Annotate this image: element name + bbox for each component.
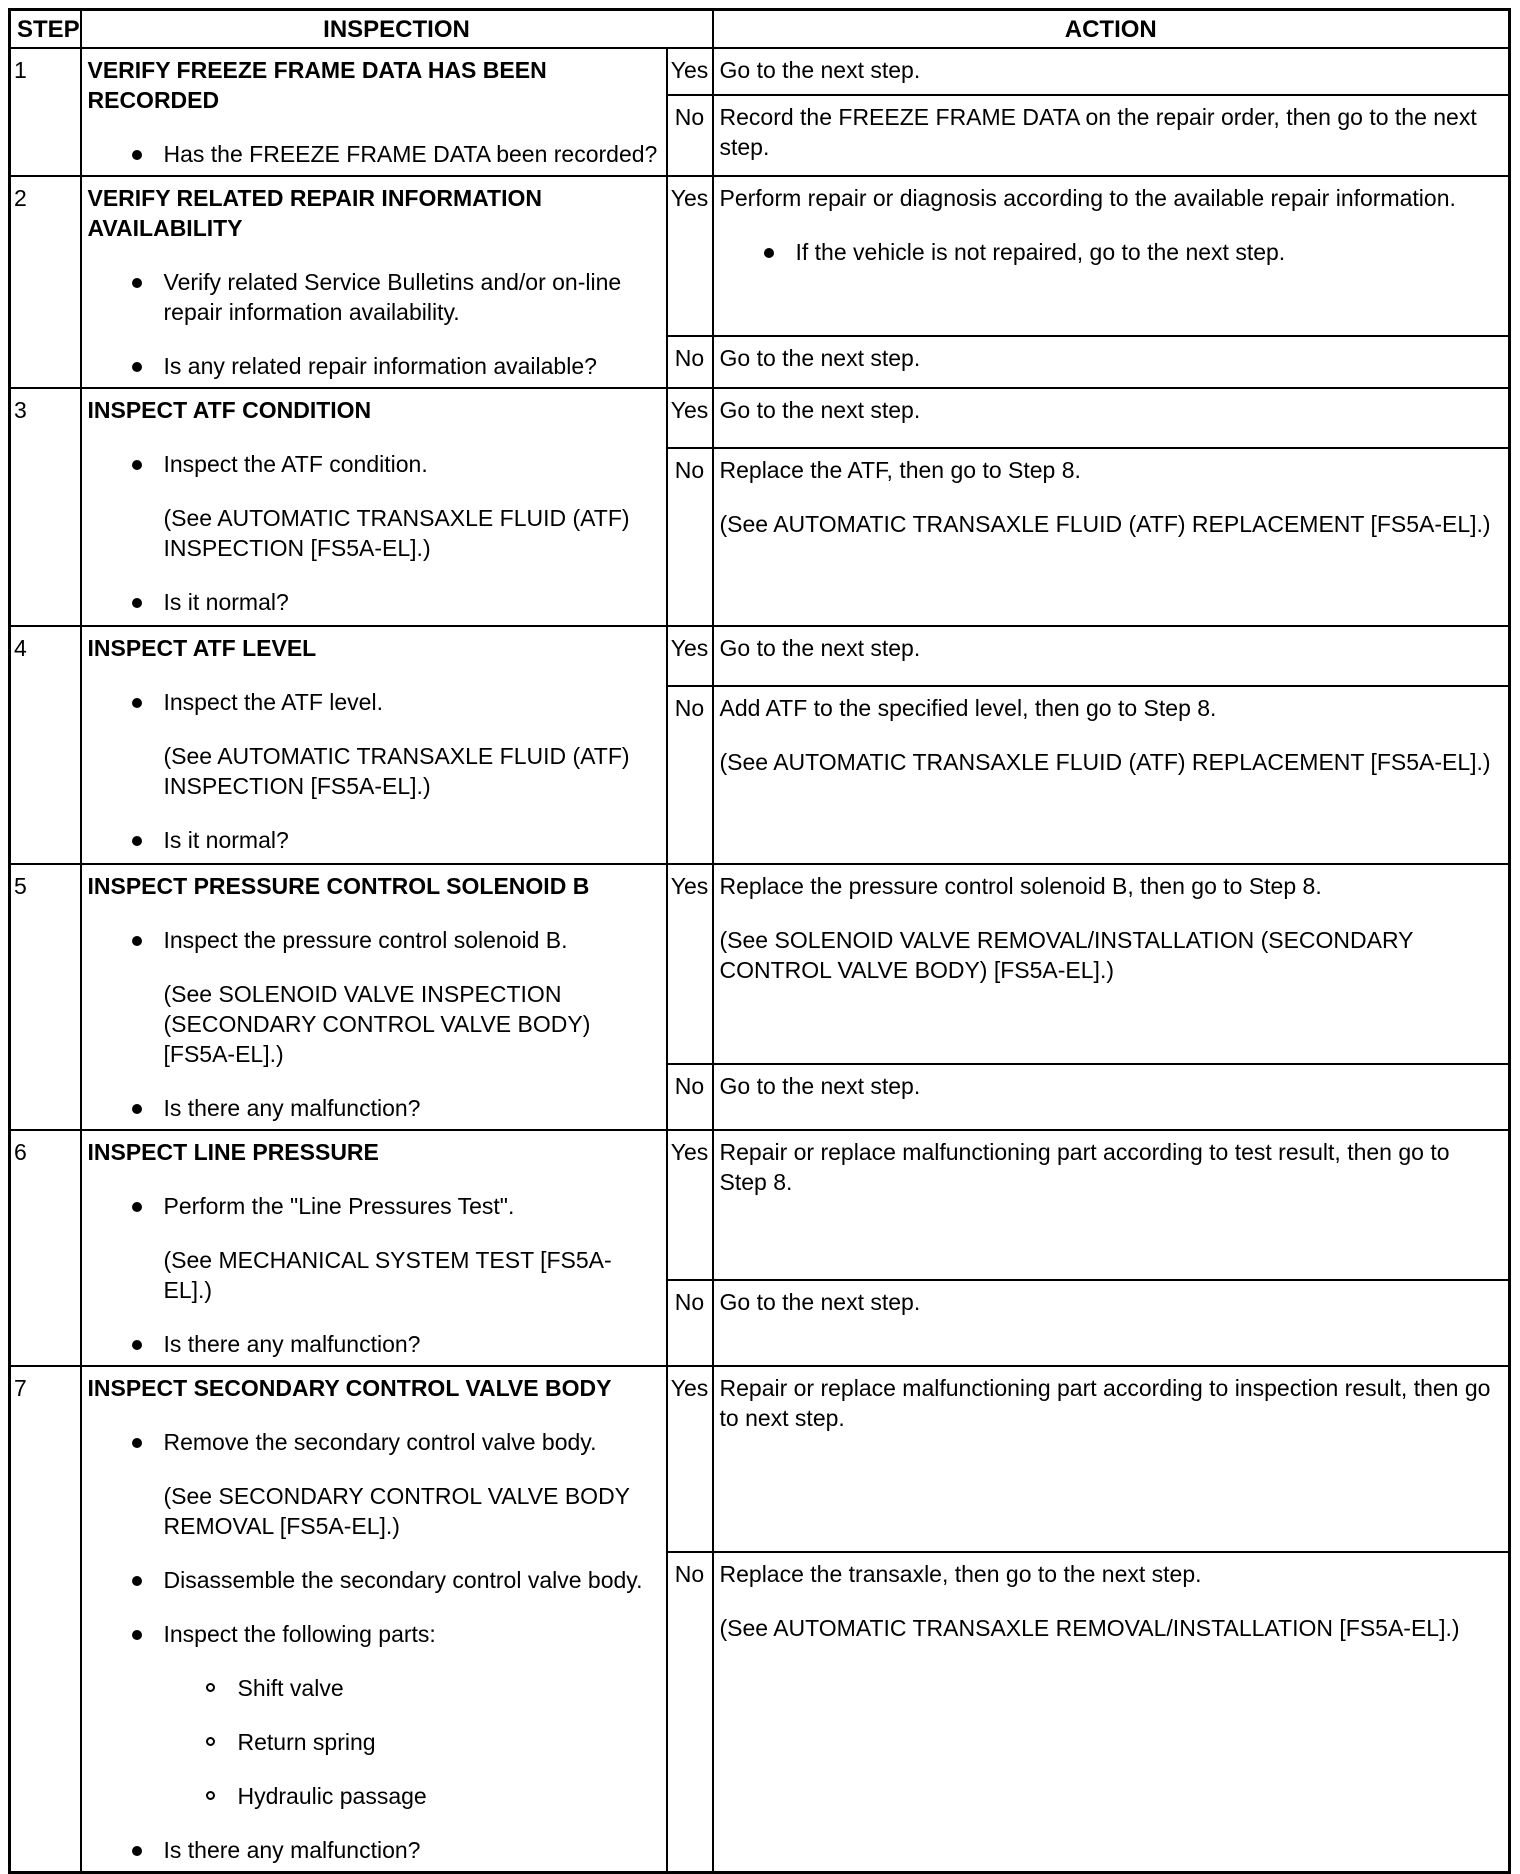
no-action-text: Add ATF to the specified level, then go to Step 8.	[719, 695, 1217, 721]
inspection-bullet: Perform the "Line Pressures Test".	[88, 1191, 660, 1221]
inspection-sub-item: Return spring	[88, 1727, 660, 1757]
no-label: No	[667, 336, 713, 388]
inspection-note: (See SECONDARY CONTROL VALVE BODY REMOVAL [FS5A-EL].)	[163, 1483, 630, 1539]
yes-label: Yes	[667, 626, 713, 686]
step-7-yes-row	[10, 1366, 1510, 1552]
no-action	[713, 336, 1510, 388]
inspection-bullet: Inspect the ATF condition.	[88, 449, 660, 479]
yes-label: Yes	[667, 388, 713, 448]
inspection-bullet: Verify related Service Bulletins and/or on-line repair information availability.	[88, 267, 660, 327]
no-action-text: Go to the next step.	[719, 345, 921, 371]
yes-action-text: Repair or replace malfunctioning part according to inspection result, then go to next step.	[719, 1375, 1491, 1431]
yes-action	[713, 176, 1510, 336]
inspection-bullet: Is there any malfunction?	[88, 1835, 660, 1865]
inspection-note: (See AUTOMATIC TRANSAXLE FLUID (ATF) INSPECTION [FS5A-EL].)	[163, 505, 630, 561]
yes-action-text: Perform repair or diagnosis according to the available repair information.	[719, 185, 1456, 211]
step-inspection	[81, 626, 667, 864]
inspection-note: (See AUTOMATIC TRANSAXLE FLUID (ATF) INSPECTION [FS5A-EL].)	[163, 743, 630, 799]
yes-label: Yes	[667, 1130, 713, 1280]
no-action-note: (See AUTOMATIC TRANSAXLE FLUID (ATF) REPLACEMENT [FS5A-EL].)	[719, 511, 1491, 537]
inspection-bullet: Is there any malfunction?	[88, 1093, 660, 1123]
step-title: INSPECT ATF LEVEL	[87, 635, 317, 661]
yes-label: Yes	[667, 864, 713, 1064]
no-label: No	[667, 1064, 713, 1130]
step-number: 6	[10, 1130, 81, 1366]
no-action	[713, 1064, 1510, 1130]
inspection-note: (See SOLENOID VALVE INSPECTION (SECONDARY CONTROL VALVE BODY) [FS5A-EL].)	[163, 981, 591, 1067]
no-action-text: Record the FREEZE FRAME DATA on the repair order, then go to the next step.	[719, 104, 1477, 161]
no-action	[713, 95, 1510, 176]
yes-action	[713, 1130, 1510, 1280]
step-title: INSPECT LINE PRESSURE	[87, 1139, 379, 1165]
yes-action-bullet: If the vehicle is not repaired, go to the next step.	[720, 237, 1503, 267]
yes-action	[713, 48, 1510, 95]
inspection-bullet: Inspect the following parts:	[88, 1619, 660, 1649]
step-inspection	[81, 864, 667, 1130]
step-2-yes-row	[10, 176, 1510, 336]
inspection-bullet: Is it normal?	[88, 587, 660, 617]
no-label: No	[667, 1280, 713, 1366]
step-inspection	[81, 388, 667, 626]
yes-label: Yes	[667, 176, 713, 336]
yes-action	[713, 626, 1510, 686]
no-action-text: Replace the ATF, then go to Step 8.	[719, 457, 1081, 483]
header-step: STEP	[10, 10, 81, 49]
yes-action-text: Go to the next step.	[719, 397, 921, 423]
no-action-text: Go to the next step.	[719, 1073, 921, 1099]
step-number: 7	[10, 1366, 81, 1873]
inspection-bullet: Is any related repair information available?	[88, 351, 660, 381]
no-label: No	[667, 686, 713, 864]
step-number: 2	[10, 176, 81, 388]
inspection-bullet: Disassemble the secondary control valve body.	[88, 1565, 660, 1595]
header-inspection: INSPECTION	[81, 10, 713, 49]
yes-action-note: (See SOLENOID VALVE REMOVAL/INSTALLATION (SECONDARY CONTROL VALVE BODY) [FS5A-EL].)	[719, 927, 1414, 983]
no-action-text: Go to the next step.	[719, 1288, 921, 1315]
step-number: 3	[10, 388, 81, 626]
step-title: INSPECT PRESSURE CONTROL SOLENOID B	[87, 873, 590, 899]
no-action	[713, 686, 1510, 864]
step-number: 5	[10, 864, 81, 1130]
inspection-sub-item: Shift valve	[88, 1673, 660, 1703]
no-action-note: (See AUTOMATIC TRANSAXLE REMOVAL/INSTALLATION [FS5A-EL].)	[719, 1615, 1460, 1641]
yes-action	[713, 864, 1510, 1064]
step-title: INSPECT SECONDARY CONTROL VALVE BODY	[87, 1375, 612, 1401]
yes-label: Yes	[667, 48, 713, 95]
inspection-bullet: Is there any malfunction?	[88, 1329, 660, 1359]
inspection-note: (See MECHANICAL SYSTEM TEST [FS5A-EL].)	[163, 1247, 612, 1303]
step-inspection	[81, 1366, 667, 1873]
diagnostic-table	[8, 8, 1511, 1874]
no-label: No	[667, 95, 713, 176]
inspection-sub-item: Hydraulic passage	[88, 1781, 660, 1811]
step-title: VERIFY RELATED REPAIR INFORMATION AVAILABILITY	[87, 185, 542, 241]
yes-action	[713, 388, 1510, 448]
step-4-yes-row	[10, 626, 1510, 686]
step-number: 4	[10, 626, 81, 864]
no-action	[713, 1552, 1510, 1873]
no-label: No	[667, 448, 713, 626]
step-inspection	[81, 48, 667, 176]
no-action-text: Replace the transaxle, then go to the next step.	[719, 1561, 1202, 1587]
inspection-bullet: Has the FREEZE FRAME DATA been recorded?	[88, 139, 660, 169]
step-6-yes-row	[10, 1130, 1510, 1280]
no-label: No	[667, 1552, 713, 1873]
step-title: VERIFY FREEZE FRAME DATA HAS BEEN RECORDED	[87, 57, 547, 113]
step-number: 1	[10, 48, 81, 176]
table-header-row	[10, 10, 1510, 49]
step-1-yes-row	[10, 48, 1510, 95]
step-title: INSPECT ATF CONDITION	[87, 397, 372, 423]
step-inspection	[81, 1130, 667, 1366]
yes-action-text: Go to the next step.	[719, 635, 921, 661]
inspection-bullet: Inspect the pressure control solenoid B.	[88, 925, 660, 955]
yes-action-text: Repair or replace malfunctioning part according to test result, then go to Step 8.	[719, 1139, 1450, 1195]
no-action	[713, 448, 1510, 626]
no-action	[713, 1280, 1510, 1366]
yes-action-text: Go to the next step.	[719, 57, 921, 83]
step-3-yes-row	[10, 388, 1510, 448]
step-5-yes-row	[10, 864, 1510, 1064]
header-action: ACTION	[713, 10, 1510, 49]
yes-label: Yes	[667, 1366, 713, 1552]
no-action-note: (See AUTOMATIC TRANSAXLE FLUID (ATF) REPLACEMENT [FS5A-EL].)	[719, 749, 1491, 775]
inspection-bullet: Inspect the ATF level.	[88, 687, 660, 717]
yes-action	[713, 1366, 1510, 1552]
inspection-bullet: Is it normal?	[88, 825, 660, 855]
step-inspection	[81, 176, 667, 388]
yes-action-text: Replace the pressure control solenoid B, then go to Step 8.	[719, 873, 1322, 899]
inspection-bullet: Remove the secondary control valve body.	[88, 1427, 660, 1457]
